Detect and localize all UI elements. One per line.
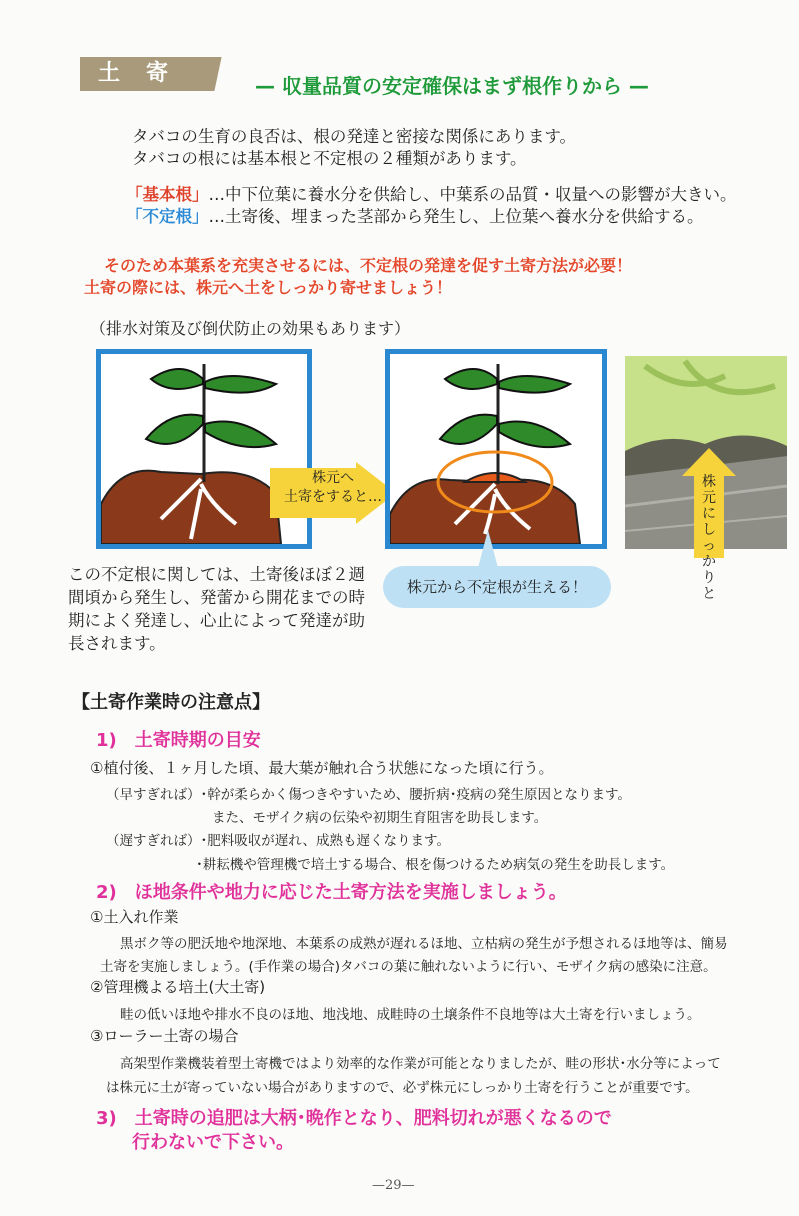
futei-row [126, 206, 704, 228]
emphasis-line-1: そのため本葉系を充実させるには、不定根の発達を促す土寄方法が必要！ [104, 256, 633, 275]
early-label: （早すぎれば） [106, 787, 201, 803]
section-badge: 土寄 [80, 57, 212, 91]
drainage-note: （排水対策及び倒伏防止の効果もあります） [90, 319, 411, 338]
s2-c-line-1: 高架型作業機装着型土寄機ではより効率的な作業が可能となりましたが、畦の形状･水分等によって [120, 1056, 721, 1072]
emphasis-line-2: 土寄の際には、株元へ土をしっかり寄せましょう！ [84, 278, 453, 297]
page-number: —29— [372, 1178, 415, 1193]
s2-b-title: ②管理機よる培土(大土寄) [90, 978, 266, 996]
s3-line-2: 行わないで下さい。 [132, 1132, 294, 1153]
intro-line-2: タバコの根には基本根と不定根の２種類があります。 [132, 149, 527, 168]
futei-label: 「不定根」 [126, 207, 209, 226]
speech-bubble: 株元から不定根が生える！ [383, 566, 611, 608]
s1-line-1: ①植付後、１ヶ月した頃、最大葉が触れ合う状態になった頃に行う。 [90, 759, 554, 777]
s2-c-title: ③ローラー土寄の場合 [90, 1027, 239, 1045]
s2-heading: 2) ほ地条件や地力に応じた土寄方法を実施しましょう。 [96, 882, 567, 903]
futei-text: …土寄後、埋まった茎部から発生し、上位葉へ養水分を供給する。 [208, 207, 704, 226]
cautions-title: 【土寄作業時の注意点】 [72, 692, 270, 713]
intro-line-1: タバコの生育の良否は、根の発達と密接な関係にあります。 [132, 127, 577, 146]
s1-late-row [106, 829, 450, 849]
s2-a-line-2: 土寄を実施しましょう。(手作業の場合)タバコの葉に触れないように行い、モザイク病の感染に注意。 [100, 959, 717, 975]
callout-arrow [270, 462, 396, 524]
kihon-text: …中下位葉に養水分を供給し、中葉系の品質・収量への影響が大きい。 [208, 185, 737, 204]
early-text-2: また、モザイク病の伝染や初期生育阻害を助長します。 [212, 810, 548, 826]
s2-a-line-1: 黒ボク等の肥沃地や地深地、本葉系の成熟が遅れるほ地、立枯病の発生が予想されるほ地等は、簡易 [120, 936, 728, 952]
s2-c-line-2: は株元に土が寄っていない場合がありますので、必ず株元にしっかり土寄を行うことが重要です。 [106, 1080, 699, 1096]
late-text-2: ･耕耘機や管理機で培土する場合、根を傷つけるため病気の発生を助長します。 [196, 857, 675, 873]
s3-line-1: 3) 土寄時の追肥は大柄･晩作となり、肥料切れが悪くなるので [96, 1108, 612, 1129]
photo-arrow-label: 株元にしっかりと [702, 474, 716, 602]
s1-early-row [106, 783, 631, 803]
callout-line-1: 株元へ [312, 470, 354, 486]
late-label: （遅すぎれば） [106, 833, 201, 849]
early-text-1: ･幹が柔らかく傷つきやすいため、腰折病･疫病の発生原因となります。 [200, 787, 631, 803]
bubble-tail [478, 530, 498, 568]
kihon-row [126, 184, 737, 206]
s2-b-line-1: 畦の低いほ地や排水不良のほ地、地浅地、成畦時の土壌条件不良地等は大土寄を行いましょう。 [120, 1007, 701, 1023]
s1-heading: 1) 土寄時期の目安 [96, 730, 261, 751]
photo-arrow [682, 448, 736, 602]
section-subtitle: — 収量品質の安定確保はまず根作りから — [255, 74, 649, 98]
s2-a-title: ①土入れ作業 [90, 908, 179, 926]
kihon-label: 「基本根」 [126, 185, 209, 204]
root-note: この不定根に関しては、土寄後ほぼ２週間頃から発生し、発蕾から開花までの時期によく発達し、心止によって発達が助長されます。 [68, 565, 365, 653]
figure-after [385, 349, 607, 549]
plant-after-illustration [390, 354, 602, 544]
late-text-1: ･肥料吸収が遅れ、成熟も遅くなります。 [200, 833, 450, 849]
callout-line-2: 土寄をすると… [284, 489, 382, 505]
